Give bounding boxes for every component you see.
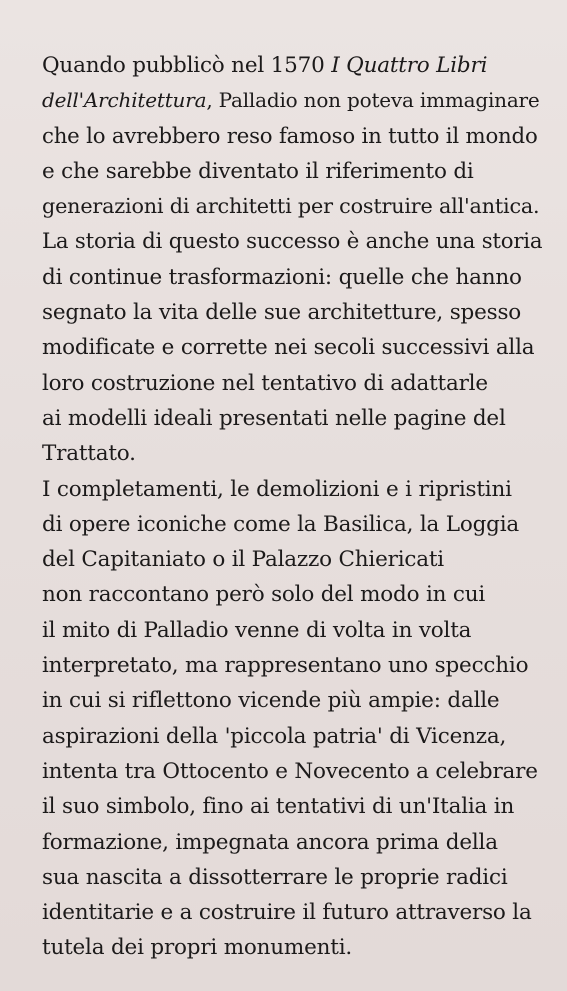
back-cover-text [42,48,542,966]
text-line: loro costruzione nel tentativo di adattarle [42,370,488,396]
text-line: del Capitaniato o il Palazzo Chiericati [42,547,444,573]
text-line: aspirazioni della 'piccola patria' di Vicenza, [42,723,507,749]
text-line: ai modelli ideali presentati nelle pagine del [42,405,506,431]
text-line: che lo avrebbero reso famoso in tutto il mondo [42,123,538,149]
text-line: in cui si riflettono vicende più ampie: dalle [42,688,500,714]
text-line: di opere iconiche come la Basilica, la Loggia [42,511,520,537]
text-line: il mito di Palladio venne di volta in volta [42,617,472,643]
text-line: dell'Architettura, Palladio non poteva immaginare [42,88,540,113]
text-line: di continue trasformazioni: quelle che hanno [42,264,522,290]
text-line: identitarie e a costruire il futuro attraverso la [42,900,532,926]
text-line: Quando pubblicò nel 1570 I Quattro Libri [42,53,488,78]
text-line: Trattato. [42,441,136,467]
text-line: tutela dei propri monumenti. [42,935,353,961]
text-line: non raccontano però solo del modo in cui [42,582,486,608]
text-line: generazioni di architetti per costruire all'antica. [42,194,540,219]
text-line: sua nascita a dissotterrare le proprie radici [42,864,508,890]
text-line: La storia di questo successo è anche una storia [42,229,543,255]
text-line: modificate e corrette nei secoli successivi alla [42,335,535,361]
text-line: I completamenti, le demolizioni e i ripristini [42,476,512,502]
text-line: intenta tra Ottocento e Novecento a celebrare [42,758,538,784]
text-line: il suo simbolo, fino ai tentativi di un'Italia in [42,794,515,820]
text-line: segnato la vita delle sue architetture, spesso [42,300,522,326]
text-line: formazione, impegnata ancora prima della [42,829,498,855]
text-line: e che sarebbe diventato il riferimento di [42,158,474,184]
text-line: interpretato, ma rappresentano uno specchio [42,653,529,679]
